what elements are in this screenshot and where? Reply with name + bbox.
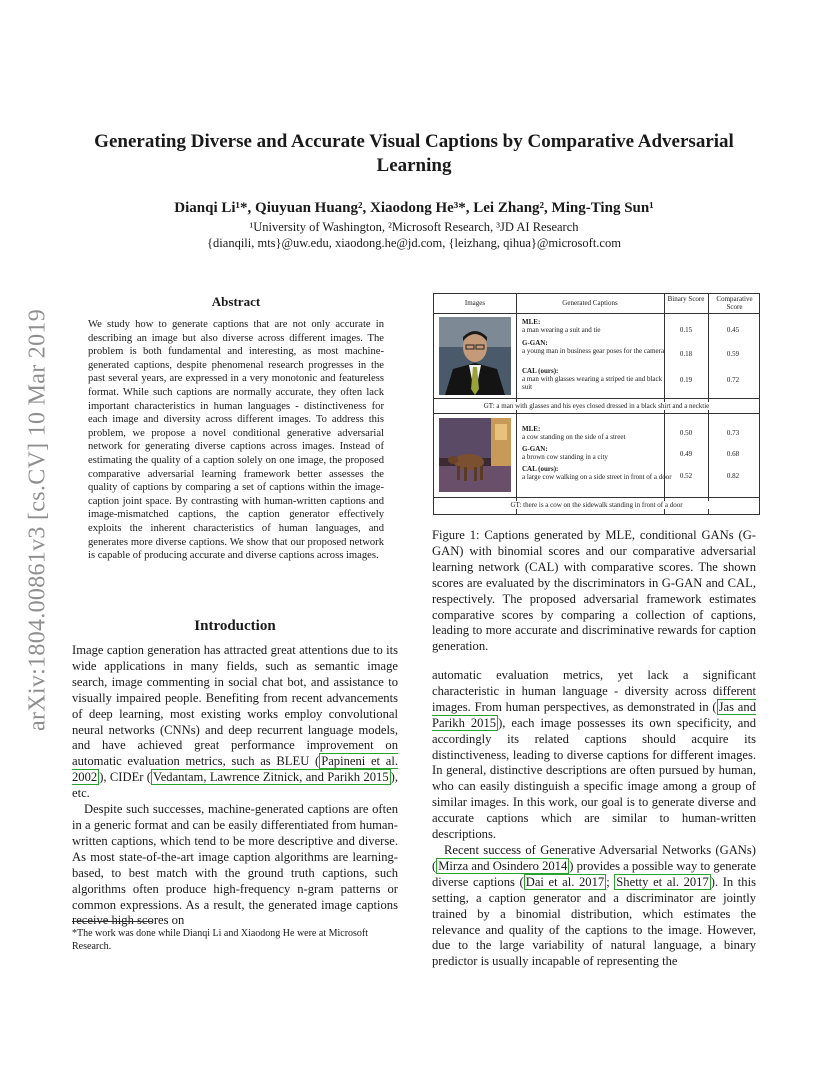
method-label: G-GAN: (522, 445, 548, 453)
gt-rule (434, 398, 759, 399)
intro-text: Image caption generation has attracted great attentions due to its wide applications in many fields, such as semantic image search, image commenting in social chat bot, and assistance to visually impaired people. Benefiting from recent advancements of deep learning, most existing works employ convolutional neural networks (CNNs) and deep recurrent language models, and have achieved great performance improvement on automatic evaluation metrics, such as BLEU ( (72, 643, 398, 769)
method-label: CAL (ours): (522, 465, 559, 473)
comparative-score: 0.82 (726, 472, 740, 480)
example1-mle (522, 318, 672, 334)
author-list: Dianqi Li¹*, Qiuyuan Huang², Xiaodong He³*, Lei Zhang², Ming-Ting Sun¹ (174, 200, 654, 216)
example2-ground-truth: GT: there is a cow on the sidewalk standing in front of a door (434, 501, 759, 509)
intro-paragraph-2: Despite such successes, machine-generated captions are often in a generic format and can be easily differentiated from human-written captions, which tend to be more descriptive and diverse. As most state-of-the-art image caption algorithms are learning-based, to best match with the ground truth captions, such algorithms often produce high-frequency n-gram patterns or common expressions. As a result, the generated image captions receive high scores on (72, 802, 398, 928)
method-label: CAL (ours): (522, 367, 559, 375)
abstract-heading: Abstract (211, 294, 261, 309)
comparative-score: 0.73 (726, 429, 740, 437)
method-label: G-GAN: (522, 339, 548, 347)
footnote: *The work was done while Dianqi Li and Xiaodong He were at Microsoft Research. (72, 928, 369, 952)
affiliations-block (60, 219, 768, 251)
body-text: Recent success of Generative Adversarial Networks (GANs) ( (432, 842, 756, 873)
method-label: MLE: (522, 318, 541, 326)
photo-man-in-suit (439, 317, 511, 395)
example1-ground-truth: GT: a man with glasses and his eyes closed dressed in a black shirt and a necktie (434, 402, 759, 410)
introduction-heading: Introduction (194, 618, 276, 634)
binary-score: 0.49 (679, 450, 693, 458)
binary-score: 0.19 (679, 376, 693, 384)
right-paragraph-1 (432, 668, 756, 843)
intro-paragraph-1 (72, 643, 398, 802)
binary-score: 0.18 (679, 350, 693, 358)
example1-cal (522, 367, 672, 392)
binary-score: 0.52 (679, 472, 693, 480)
binary-score: 0.50 (679, 429, 693, 437)
comparative-score: 0.45 (726, 326, 740, 334)
generated-caption: a brown cow standing in a city (522, 453, 608, 462)
body-text: ), each image possesses its own specificity, and accordingly its related captions should acquire its distinctiveness, leading to diverse captions for different images. In general, distinctive descriptions are often pursued by human, who can easily distinguish a specific image among a group of similar images. In this work, our goal is to generate diverse and accurate captions which are similar to human-written descriptions. (432, 715, 756, 842)
comparative-score: 0.68 (726, 450, 740, 458)
arxiv-stamp: arXiv:1804.00861v3 [cs.CV] 10 Mar 2019 (24, 308, 51, 732)
citation-link[interactable]: Papineni et al. 2002 (72, 754, 398, 785)
header-comparative: Comparative Score (716, 295, 753, 312)
method-label: MLE: (522, 425, 541, 433)
right-column-body (432, 668, 756, 970)
generated-caption: a man wearing a suit and tie (522, 326, 601, 335)
example2-cal (522, 465, 672, 481)
footnote-rule (72, 921, 152, 922)
figure-1-table (433, 293, 760, 515)
example2-mle (522, 425, 672, 441)
header-images: Images (464, 299, 486, 307)
binary-score: 0.15 (679, 326, 693, 334)
figure-1-caption: Figure 1: Captions generated by MLE, conditional GANs (G-GAN) with binomial scores and our comparative adversarial learning network (CAL) with comparative scores. The shown scores are evaluated by the discriminators in G-GAN and CAL, respectively. The proposed adversarial framework estimates comparative scores by comparing a collection of captions, leading to more accurate and discriminative rewards for caption generation. (432, 528, 756, 654)
introduction-body (72, 643, 398, 929)
affiliations: ¹University of Washington, ²Microsoft Research, ³JD AI Research (249, 220, 579, 234)
body-text: ; (606, 874, 615, 889)
header-rule (434, 313, 759, 314)
header-captions: Generated Captions (562, 299, 618, 307)
gt-rule (434, 497, 759, 498)
body-text: automatic evaluation metrics, yet lack a significant characteristic in human language - diversity across different images. From human perspectives, as demonstrated in ( (432, 668, 756, 714)
generated-caption: a young man in business gear poses for the camera (522, 347, 665, 356)
citation-link[interactable]: Mirza and Osindero 2014 (438, 858, 568, 873)
emails: {dianqili, mts}@uw.edu, xiaodong.he@jd.com, {leizhang, qihua}@microsoft.com (207, 236, 621, 250)
abstract-text: We study how to generate captions that are not only accurate in describing an image but also diverse across different images. The problem is both fundamental and interesting, as most machine-generated captions, despite phenomenal research progresses in the past several years, are expressed in a very monotonic and featureless format. While such captions are normally accurate, they often lack important characteristics in human languages - distinctiveness for each image and diversity across different images. To address this problem, we propose a novel conditional generative adversarial network for generating diverse captions across images. Instead of estimating the quality of a caption solely on one image, the proposed comparative adversarial learning framework better assesses the quality of captions by comparing a set of captions within the image-caption joint space. By contrasting with human-written captions and image-mismatched captions, the caption generator effectively exploits the inherent characteristics of human languages, and generates more diverse captions. We show that our proposed network is capable of producing accurate and diverse captions across images. (88, 319, 384, 562)
citation-link[interactable]: Dai et al. 2017 (525, 874, 605, 889)
citation-link[interactable]: Shetty et al. 2017 (616, 874, 709, 889)
example2-ggan (522, 445, 672, 461)
intro-text: ), etc. (72, 770, 398, 801)
example-rule (434, 413, 759, 414)
body-text: ) provides a possible way to generate diverse captions ( (432, 858, 757, 889)
generated-caption: a large cow walking on a side street in front of a door (522, 473, 672, 482)
citation-link[interactable]: Jas and Parikh 2015 (432, 699, 756, 730)
intro-text: ), CIDEr ( (99, 770, 151, 785)
citation-link[interactable]: Vedantam, Lawrence Zitnick, and Parikh 2015 (153, 770, 389, 785)
paper-title: Generating Diverse and Accurate Visual Captions by Comparative Adversarial Learning (94, 131, 734, 176)
comparative-score: 0.59 (726, 350, 740, 358)
right-paragraph-2 (432, 843, 756, 970)
generated-caption: a man with glasses wearing a striped tie and black suit (522, 375, 663, 392)
photo-cow-on-street (439, 418, 511, 492)
body-text: ). In this setting, a caption generator and a discriminator are jointly trained by a binomial distribution, which estimates the relevance and quality of the captions to the image. However, due to the large variability of natural language, a binary predictor is usually incapable of representing the (432, 874, 756, 969)
example1-ggan (522, 339, 672, 355)
comparative-score: 0.72 (726, 376, 740, 384)
header-binary: Binary Score (667, 295, 705, 303)
generated-caption: a cow standing on the side of a street (522, 433, 626, 442)
